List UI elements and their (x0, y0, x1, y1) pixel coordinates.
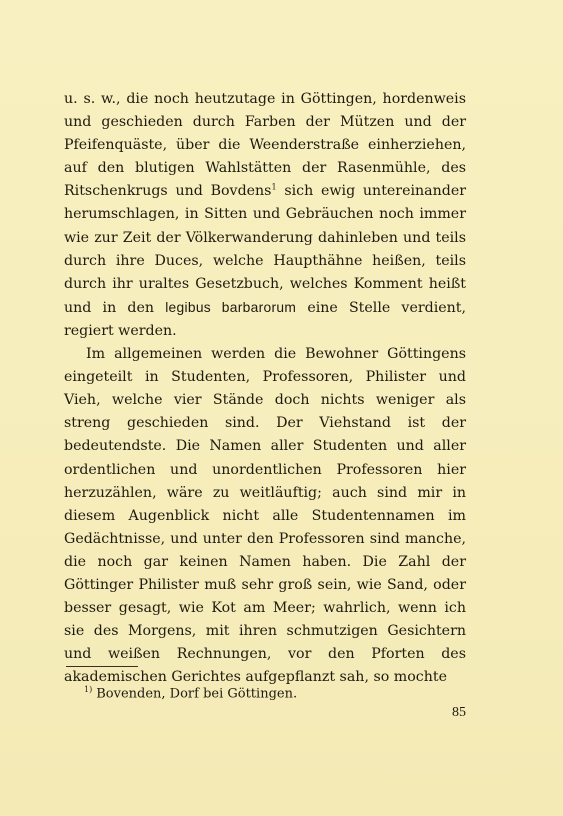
paragraph-2: Im allgemeinen werden die Bewohner Göttingens eingeteilt in Studenten, Professoren, Philister und Vieh, welche vier Stände doch nichts weniger als streng geschieden sind. Der Viehstand ist der bedeutendste. Die Namen aller Studenten und aller ordentlichen und unordentlichen Professoren hier herzuzählen, wäre zu weitläuftig; auch sind mir in diesem Augenblick nicht alle Studentennamen im Gedächtnisse, und unter den Professoren sind manche, die noch gar keinen Namen haben. Die Zahl der Göttinger Philister muß sehr groß sein, wie Sand, oder besser gesagt, wie Kot am Meer; wahrlich, wenn ich sie des Morgens, mit ihren schmutzigen Gesichtern und weißen Rechnungen, vor den Pforten des akademischen Gerichtes aufgepflanzt sah, so mochte (64, 346, 466, 686)
latin-phrase: legibus barbarorum (165, 299, 297, 315)
footnote-mark: 1) (84, 685, 93, 694)
paragraph-1-text-start: u. s. w., die noch heutzutage in Göttingen, hordenweis und geschieden durch Farben der Mützen und der Pfeifenquäste, über die Weenderstraße einherziehen, auf den blutigen Wahlstätten der Rasenmühle, des Ritschenkrugs und Bovdens (64, 91, 466, 200)
body-text (64, 88, 466, 689)
paragraph-1-text-end: eine Stelle verdient, regiert werden. (64, 299, 466, 339)
page-number: 85 (452, 705, 466, 720)
paragraph-1 (64, 88, 466, 343)
footnote-text: Bovenden, Dorf bei Göttingen. (96, 686, 298, 702)
footnote-reference-mark: 1 (271, 182, 277, 192)
paragraph-1-text-middle: sich ewig untereinander herumschlagen, in Sitten und Gebräuchen noch immer wie zur Zeit der Völkerwanderung dahinleben und teils durch ihre Duces, welche Haupthähne heißen, teils durch ihr uraltes Gesetzbuch, welches Komment heißt und in den (64, 183, 467, 316)
footnote (84, 681, 297, 703)
footnote-divider (66, 666, 138, 667)
